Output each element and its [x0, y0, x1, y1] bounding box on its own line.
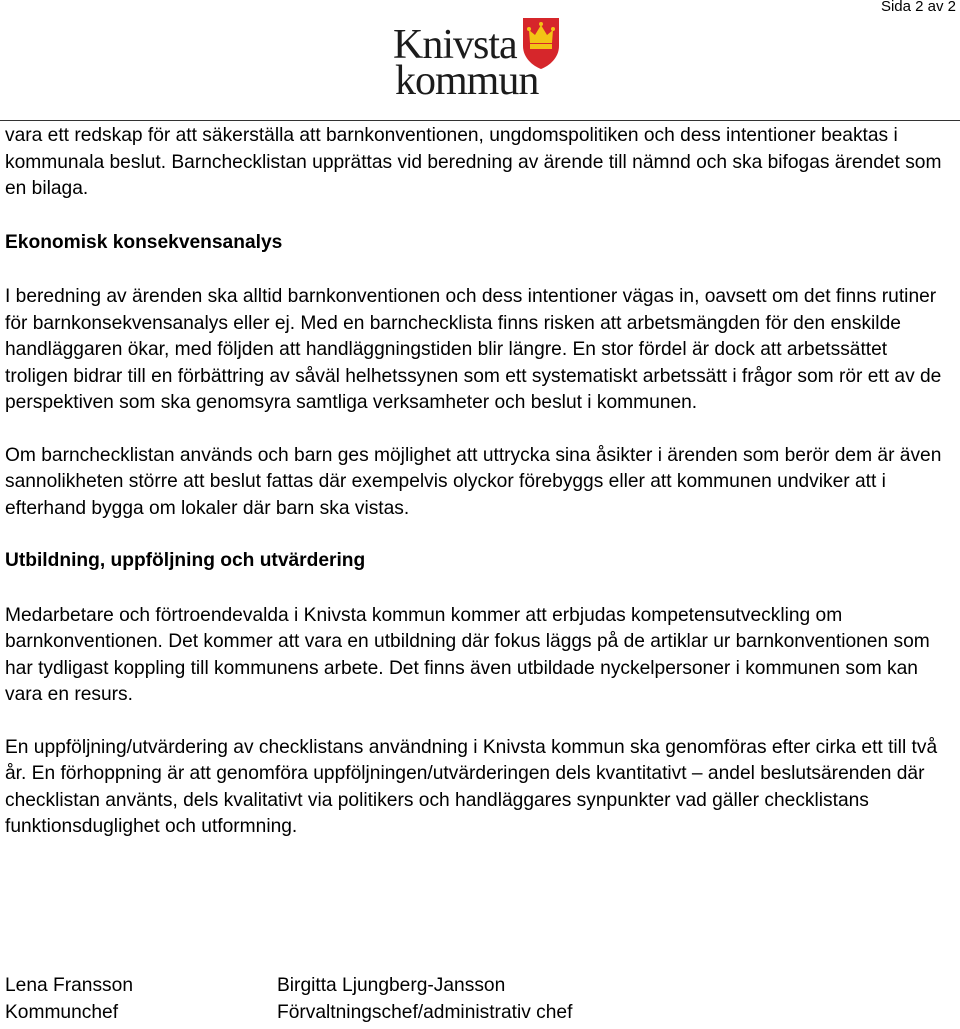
signatory-title: Kommunchef	[5, 1001, 119, 1023]
signature-block-left	[5, 973, 133, 1026]
header-divider	[0, 120, 960, 121]
signatory-name: Birgitta Ljungberg-Jansson	[277, 975, 506, 996]
knivsta-kommun-logo	[393, 16, 575, 104]
education-paragraph-1: Medarbetare och förtroendevalda i Knivsta kommun kommer att erbjudas kompetensutveckling om barnkonventionen. Det kommer att vara en utbildning där fokus läggs på de artiklar ur barnkonventionen som har tydligast koppling till kommunens arbete. Det finns även utbildade nyckelpersoner i kommunen som kan vara en resurs.	[5, 604, 930, 705]
logo-wordmark-line2: kommun	[395, 58, 539, 104]
logo-wordmark-line1: Knivsta	[393, 22, 517, 68]
section-heading-economic: Ekonomisk konsekvensanalys	[5, 231, 283, 253]
economic-paragraph-2: Om barnchecklistan används och barn ges möjlighet att uttrycka sina åsikter i ärenden som berör dem är även sannolikheten större att beslut fattas där exempelvis olyckor förebyggs eller att kommunen undviker att i efterhand bygga om lokaler där barn ska vistas.	[5, 444, 942, 519]
economic-paragraph-1: I beredning av ärenden ska alltid barnkonventionen och dess intentioner vägas in, oavsett om det finns rutiner för barnkonsekvensanalys eller ej. Med en barnchecklista finns risken att arbetsmängden för den enskilde handläggaren ökar, med följden att handläggningstiden blir längre. En stor fördel är dock att arbetssättet troligen bidrar till en förbättring av såväl helhetssynen som ett systematiskt arbetssätt i frågor som rör ett av de perspektiven som ska genomsyra samtliga verksamheter och beslut i kommunen.	[5, 286, 942, 413]
education-paragraph-2: En uppföljning/utvärdering av checklistans användning i Knivsta kommun ska genomföras efter cirka ett till två år. En förhoppning är att genomföra uppföljningen/utvärderingen dels kvantitativt – andel beslutsärenden där checklistan använts, dels kvalitativt via politikers och handläggares synpunkter vad gäller checklistans funktionsduglighet och utformning.	[5, 736, 938, 837]
section-heading-education: Utbildning, uppföljning och utvärdering	[5, 550, 366, 571]
signatory-title: Förvaltningschef/administrativ chef	[277, 1001, 573, 1023]
intro-paragraph: vara ett redskap för att säkerställa att barnkonventionen, ungdomspolitiken och dess intentioner beaktas i kommunala beslut. Barnchecklistan upprättas vid beredning av ärende till nämnd och ska bifogas ärendet som en bilaga.	[5, 125, 942, 199]
crown-shield-icon	[521, 16, 561, 70]
page-number: Sida 2 av 2	[880, 0, 956, 15]
signatory-name: Lena Fransson	[5, 975, 133, 996]
signature-block-right	[277, 973, 572, 1026]
document-body	[5, 123, 955, 867]
